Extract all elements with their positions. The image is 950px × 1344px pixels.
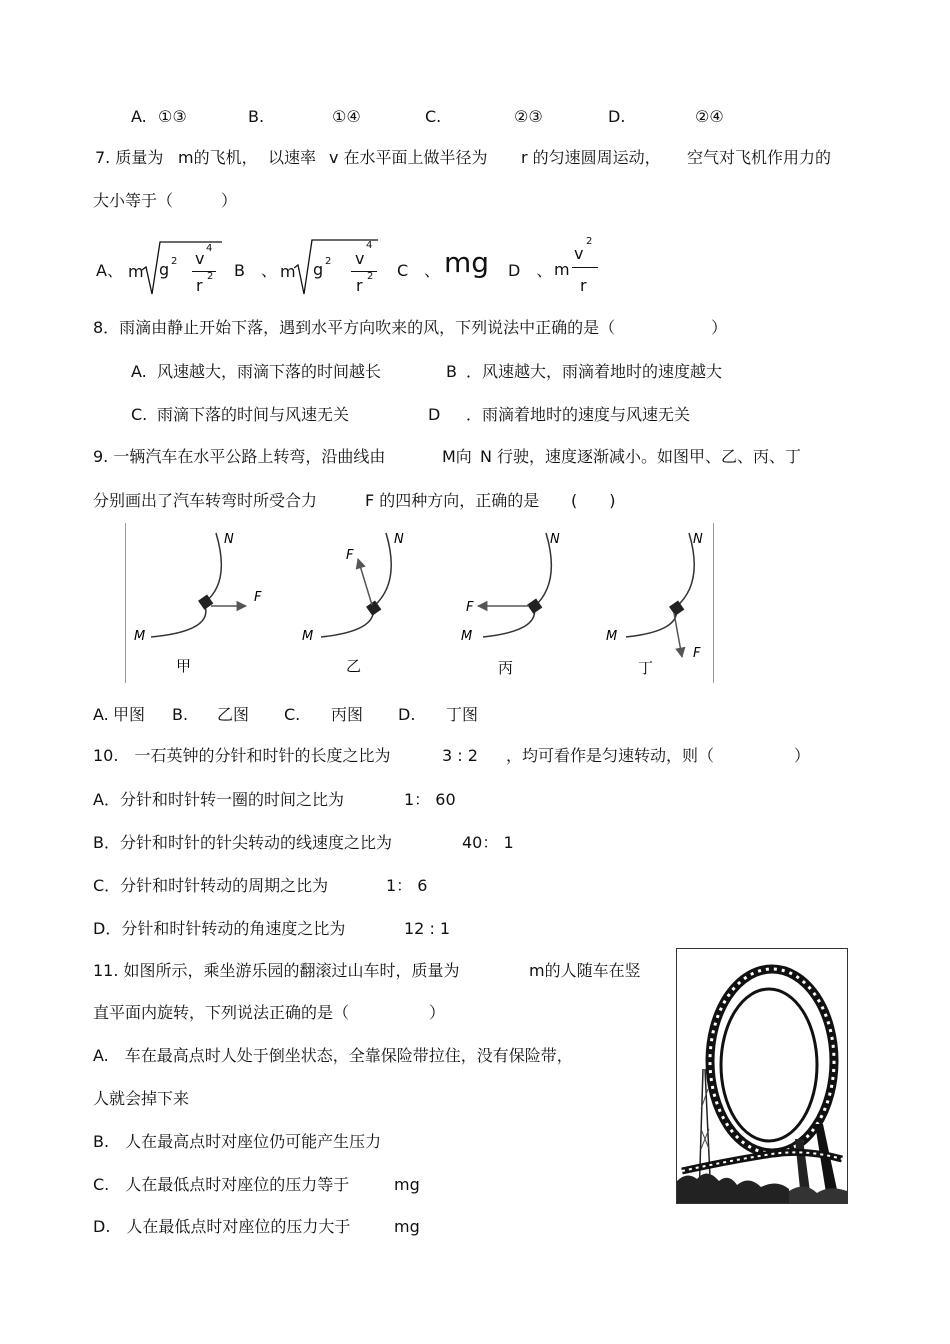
q9-ding-m-label: M (606, 629, 618, 644)
q9-jia-curve (151, 533, 221, 637)
q6-option-c-text: ②③ (514, 107, 543, 126)
q9-ding-f-label: F (693, 646, 701, 661)
q11-option-d-text: D. 人在最低点时对座位的压力大于 (93, 1217, 351, 1236)
q7-text-b: m的飞机， (178, 148, 258, 167)
q7-d-v-exp: 2 (586, 236, 593, 247)
q9-option-c-text: 丙图 (331, 705, 364, 724)
q9-bing-f-label: F (466, 600, 474, 615)
q10-option-d-value: 12 : 1 (404, 919, 451, 938)
q7-a-m: m (128, 262, 144, 281)
q7-text-f: 空气对飞机作用力的 (687, 148, 832, 167)
q9-ding-n-label: N (693, 532, 703, 547)
q7-a-r-exp: 2 (207, 271, 214, 282)
q10-option-d-text: D．分针和时针转动的角速度之比为 (93, 919, 346, 938)
q9-diagram-bing (461, 532, 560, 677)
q11-option-c-value: mg (394, 1175, 420, 1194)
q9-option-a-letter: A. (93, 705, 109, 724)
q10-option-c-value: 1： 6 (386, 876, 428, 895)
q9-yi-force-arrow (358, 559, 372, 605)
q8-option-a-letter: A. (131, 362, 147, 381)
q6-option-d-text: ②④ (695, 107, 724, 126)
q6-option-a-text: ①③ (158, 107, 187, 126)
q11-option-a-line2: 人就会掉下来 (93, 1089, 190, 1108)
q9-yi-f-label: F (346, 548, 354, 563)
q9-option-b-letter: B. (172, 705, 189, 724)
q9-text-c: N 行驶，速度逐渐减小。如图甲、乙、丙、丁 (480, 447, 802, 466)
q7-text-line2: 大小等于（ ） (93, 191, 238, 210)
q8-option-b-letter: B (446, 362, 457, 381)
q9-bing-curve (483, 533, 551, 637)
q9-caption-yi: 乙 (346, 657, 362, 675)
q9-diagram-yi (302, 532, 404, 675)
q9-jia-f-label: F (254, 590, 262, 605)
q10-option-b-text: B．分针和时针的针尖转动的线速度之比为 (93, 833, 392, 852)
q9-text-b: M向 (442, 447, 472, 466)
q7-a-v: v (195, 249, 205, 268)
q11-option-b-text: B. 人在最高点时对座位仍可能产生压力 (93, 1132, 382, 1151)
q7-b-r: r (356, 276, 363, 295)
q9-diagram-jia (134, 532, 262, 675)
q10-stem-ratio: 3 : 2 (442, 746, 478, 765)
q11-roller-coaster-image (676, 948, 848, 1204)
q7-options-formula (96, 236, 716, 300)
q11-text-b: m的人随车在竖 (529, 961, 641, 980)
q6-option-d-letter: D. (608, 107, 626, 126)
q9-bing-n-label: N (550, 532, 560, 547)
q7-a-r: r (196, 276, 203, 295)
q10-option-b-value: 40： 1 (462, 833, 514, 852)
q9-ding-curve (626, 533, 694, 637)
q8-stem: 8．雨滴由静止开始下落，遇到水平方向吹来的风，下列说法中正确的是（ ） (93, 318, 728, 337)
q7-b-v: v (355, 249, 365, 268)
q9-option-b-text: 乙图 (217, 705, 250, 724)
q9-yi-m-label: M (302, 629, 314, 644)
q7-text-d: v 在水平面上做半径为 (329, 148, 488, 167)
q6-option-b-text: ①④ (332, 107, 361, 126)
q9-option-d-text: 丁图 (446, 705, 479, 724)
q8-option-b-text: ．风速越大，雨滴着地时的速度越大 (466, 362, 723, 381)
q6-option-b-letter: B. (248, 107, 265, 126)
q9-option-d-letter: D. (398, 705, 416, 724)
q8-option-c-text: 雨滴下落的时间与风速无关 (157, 405, 350, 424)
q8-option-c-letter: C. (131, 405, 148, 424)
q10-option-c-text: C．分针和时针转动的周期之比为 (93, 876, 329, 895)
q9-ding-force-arrow (674, 613, 682, 657)
q7-a-v-exp: 4 (206, 243, 213, 254)
q9-jia-m-label: M (134, 629, 146, 644)
q9-option-a-text: 甲图 (113, 705, 146, 724)
q9-caption-jia: 甲 (176, 657, 192, 675)
q11-option-a-line1: A. 车在最高点时人处于倒坐状态，全靠保险带拉住，没有保险带， (93, 1046, 573, 1065)
q7-c-mg: mg (444, 246, 490, 279)
q7-b-r-exp: 2 (367, 271, 374, 282)
q10-stem-a: 10. 一石英钟的分针和时针的长度之比为 (93, 746, 391, 765)
q9-figure-svg (126, 523, 713, 683)
q7-a-g: g (159, 260, 170, 279)
q7-option-b-label: B 、 (234, 261, 277, 280)
q7-d-v: v (574, 244, 584, 263)
roller-coaster-loop-illustration (677, 949, 847, 1203)
q11-text-a: 11. 如图所示，乘坐游乐园的翻滚过山车时，质量为 (93, 961, 460, 980)
q7-d-m: m (554, 260, 570, 279)
q10-option-a-value: 1： 60 (404, 790, 456, 809)
q9-text-e: F 的四种方向，正确的是 (365, 491, 540, 510)
q9-text-a: 9. 一辆汽车在水平公路上转弯，沿曲线由 (93, 447, 386, 466)
q11-option-d-value: mg (394, 1217, 420, 1236)
q9-figure (125, 523, 714, 683)
q11-text-line2: 直平面内旋转，下列说法正确的是（ ） (93, 1003, 446, 1022)
q7-b-g-exp: 2 (325, 256, 332, 267)
q7-b-g: g (313, 260, 324, 279)
q9-caption-bing: 丙 (498, 659, 514, 677)
q7-option-c-label: C 、 (397, 261, 441, 280)
q7-option-a-label: A、 (96, 261, 123, 280)
q7-text-a: 7. 质量为 (95, 148, 164, 167)
q7-d-fraction-bar (572, 267, 598, 268)
q7-text-c: 以速率 (268, 148, 317, 167)
q7-option-d-label: D 、 (508, 261, 553, 280)
q7-b-v-exp: 4 (366, 240, 373, 251)
q9-bing-m-label: M (461, 629, 473, 644)
q7-b-m: m (280, 262, 296, 281)
q8-option-d-letter: D (428, 405, 441, 424)
q8-option-d-text: ．雨滴着地时的速度与风速无关 (466, 405, 691, 424)
q9-yi-curve (321, 533, 391, 637)
q9-caption-ding: 丁 (638, 659, 654, 677)
q9-text-d: 分别画出了汽车转弯时所受合力 (93, 491, 318, 510)
q7-d-r: r (580, 276, 587, 295)
q8-option-a-text: 风速越大，雨滴下落的时间越长 (157, 362, 382, 381)
q10-stem-c: ，均可看作是匀速转动，则（ ） (506, 746, 811, 765)
q9-yi-car (366, 600, 381, 615)
q9-yi-n-label: N (394, 532, 404, 547)
q7-text-e: r 的匀速圆周运动， (521, 148, 661, 167)
q9-ding-car (669, 600, 684, 615)
q9-jia-n-label: N (224, 532, 234, 547)
q9-option-c-letter: C. (284, 705, 301, 724)
q9-text-f: ( ) (571, 491, 616, 510)
q6-option-a-letter: A. (131, 107, 147, 126)
q9-diagram-ding (606, 532, 703, 677)
q10-option-a-text: A．分针和时针转一圈的时间之比为 (93, 790, 344, 809)
q11-option-c-text: C. 人在最低点时对座位的压力等于 (93, 1175, 350, 1194)
q7-a-g-exp: 2 (171, 256, 178, 267)
q6-option-c-letter: C. (425, 107, 442, 126)
